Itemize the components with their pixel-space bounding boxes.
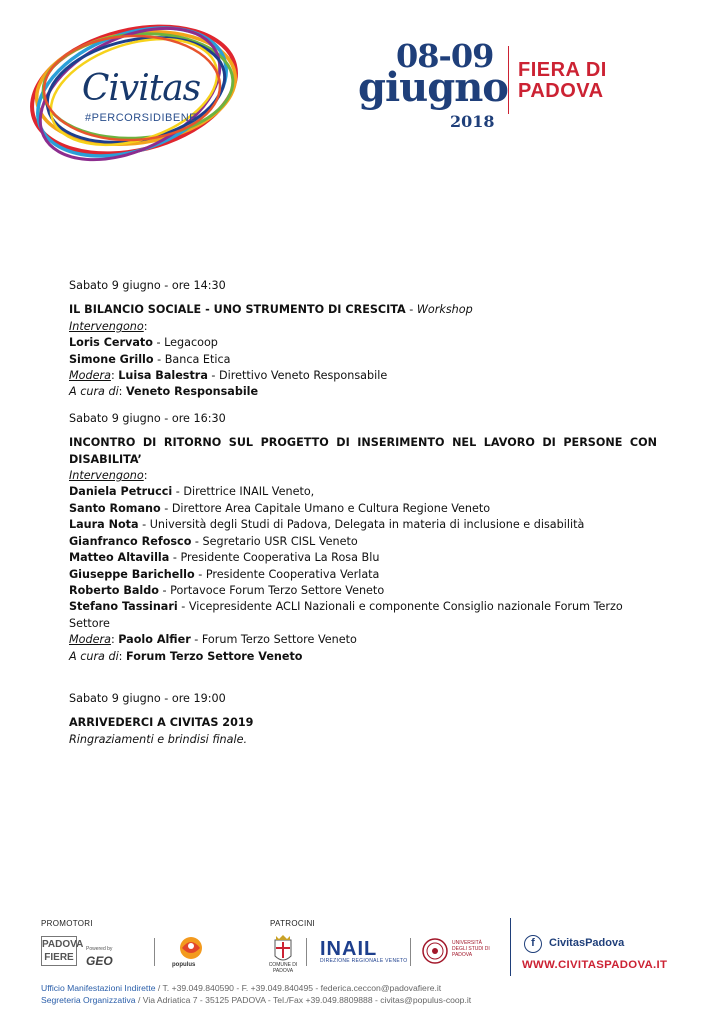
header-divider xyxy=(508,46,509,114)
moderator-line: Modera: Paolo Alfier - Forum Terzo Settore Veneto xyxy=(69,633,357,647)
facebook-page-link[interactable]: CivitasPadova xyxy=(549,937,625,949)
speaker-line xyxy=(69,567,657,583)
populus-name: populus xyxy=(172,962,196,968)
session-time: Sabato 9 giugno - ore 16:30 xyxy=(69,411,226,425)
padova-fiere-line2: FIERE xyxy=(44,952,74,963)
geo-logo xyxy=(86,946,113,970)
session-title: IL BILANCIO SOCIALE - UNO STRUMENTO DI CRESCITA xyxy=(69,303,406,317)
speaker-role: - Portavoce Forum Terzo Settore Veneto xyxy=(158,583,385,597)
curated-by: Veneto Responsabile xyxy=(126,385,259,399)
geo-name: GEO xyxy=(86,954,113,968)
speakers-label: Intervengono xyxy=(69,319,144,333)
moderator-name: Paolo Alfier xyxy=(118,633,191,647)
inail-subtitle: DIREZIONE REGIONALE VENETO xyxy=(320,958,408,964)
speaker-role: - Direttore Area Capitale Umano e Cultura Regione Veneto xyxy=(160,501,491,515)
session-title: ARRIVEDERCI A CIVITAS 2019 xyxy=(69,716,254,730)
logo-title: Civitas xyxy=(81,68,201,109)
footer-divider xyxy=(410,938,411,966)
speakers-heading: Intervengono: xyxy=(69,319,148,333)
moderator-line: Modera: Luisa Balestra - Direttivo Veneto Responsabile xyxy=(69,369,388,383)
facebook-icon[interactable]: f xyxy=(524,935,542,953)
moderator-role: - Direttivo Veneto Responsabile xyxy=(207,369,388,383)
session-title-line xyxy=(69,302,657,318)
contact1-label: Ufficio Manifestazioni Indirette xyxy=(41,983,156,993)
speaker-line xyxy=(69,352,657,368)
speaker-name: Giuseppe Barichello xyxy=(69,567,195,581)
event-month: giugno xyxy=(358,64,508,111)
footer-divider xyxy=(306,938,307,966)
speaker-line xyxy=(69,583,657,599)
curated-label: A cura di xyxy=(69,649,119,663)
event-date xyxy=(358,37,508,131)
speaker-name: Santo Romano xyxy=(69,501,161,515)
venue-line1: FIERA DI xyxy=(518,59,607,81)
curated-label: A cura di xyxy=(69,385,119,399)
footer-divider xyxy=(154,938,155,966)
speaker-line xyxy=(69,335,657,351)
contact2-details: / Via Adriatica 7 - 35125 PADOVA - Tel./Fax +39.049.8809888 - civitas@populus-coop.it xyxy=(135,995,472,1005)
patrocini-label: PATROCINI xyxy=(270,919,316,928)
contact2-label: Segreteria Organizzativa xyxy=(41,995,136,1005)
contact-line-1 xyxy=(41,983,441,993)
speaker-role: - Banca Etica xyxy=(153,352,231,366)
logo-tagline: #PERCORSIDIBENE xyxy=(84,112,198,124)
moderator-label: Modera xyxy=(69,369,111,383)
padova-fiere-logo xyxy=(41,936,84,966)
geo-powered-by: Powered by xyxy=(86,946,113,952)
footer-divider xyxy=(510,918,511,976)
curated-line: A cura di: Forum Terzo Settore Veneto xyxy=(69,649,303,663)
speaker-name: Daniela Petrucci xyxy=(69,485,173,499)
moderator-label: Modera xyxy=(69,633,111,647)
speaker-line xyxy=(69,517,657,533)
padova-fiere-line1: PADOVA xyxy=(42,939,84,950)
speaker-name: Roberto Baldo xyxy=(69,583,159,597)
speaker-role: - Università degli Studi di Padova, Delegata in materia di inclusione e disabilità xyxy=(138,518,585,532)
event-year: 2018 xyxy=(450,112,495,131)
session-title-line2: DISABILITA’ xyxy=(69,452,142,466)
speaker-line xyxy=(69,501,657,517)
speaker-role: - Segretario USR CISL Veneto xyxy=(191,534,358,548)
unipd-seal-icon xyxy=(422,938,448,964)
inail-logo: INAIL xyxy=(320,938,378,960)
event-days: 08-09 xyxy=(396,37,494,75)
contact-line-2 xyxy=(41,995,471,1005)
speaker-name: Gianfranco Refosco xyxy=(69,534,192,548)
speakers-heading: Intervengono: xyxy=(69,469,148,483)
session-time: Sabato 9 giugno - ore 14:30 xyxy=(69,279,226,292)
speaker-role: - Vicepresidente ACLI Nazionali e componente Consiglio nazionale Forum Terzo Settore xyxy=(69,600,623,630)
moderator-name: Luisa Balestra xyxy=(118,369,208,383)
speaker-name: Matteo Altavilla xyxy=(69,551,170,565)
program-content xyxy=(69,278,657,748)
speaker-role: - Direttrice INAIL Veneto, xyxy=(172,485,315,499)
speaker-name: Laura Nota xyxy=(69,518,139,532)
session-subtitle: Ringraziamenti e brindisi finale. xyxy=(69,732,248,746)
moderator-role: - Forum Terzo Settore Veneto xyxy=(190,633,357,647)
title-separator: - xyxy=(405,303,417,317)
venue-name xyxy=(518,60,607,102)
session-format: Workshop xyxy=(416,303,473,317)
speaker-name: Simone Grillo xyxy=(69,352,154,366)
speakers-label: Intervengono xyxy=(69,469,144,483)
website-link[interactable]: WWW.CIVITASPADOVA.IT xyxy=(522,959,668,971)
venue-line2: PADOVA xyxy=(518,80,604,102)
promotori-label: PROMOTORI xyxy=(41,919,93,928)
civitas-logo xyxy=(26,14,246,164)
speaker-line xyxy=(69,550,657,566)
curated-line: A cura di: Veneto Responsabile xyxy=(69,385,259,399)
unipd-name: UNIVERSITÀ DEGLI STUDI DI PADOVA xyxy=(452,940,490,958)
speaker-line xyxy=(69,599,657,632)
curated-by: Forum Terzo Settore Veneto xyxy=(126,649,303,663)
speaker-name: Loris Cervato xyxy=(69,336,153,350)
speaker-line xyxy=(69,534,657,550)
contact1-details: / T. +39.049.840590 - F. +39.049.840495 - federica.ceccon@padovafiere.it xyxy=(155,983,442,993)
session-title-line1: INCONTRO DI RITORNO SUL PROGETTO DI INSERIMENTO NEL LAVORO DI PERSONE CON xyxy=(69,436,657,450)
speaker-name: Stefano Tassinari xyxy=(69,600,178,614)
speaker-role: - Presidente Cooperativa La Rosa Blu xyxy=(169,551,380,565)
speaker-line xyxy=(69,484,657,500)
comune-name: COMUNE DI PADOVA xyxy=(268,962,298,974)
speaker-role: - Legacoop xyxy=(152,336,218,350)
speaker-role: - Presidente Cooperativa Verlata xyxy=(194,567,380,581)
session-time: Sabato 9 giugno - ore 19:00 xyxy=(69,691,226,705)
